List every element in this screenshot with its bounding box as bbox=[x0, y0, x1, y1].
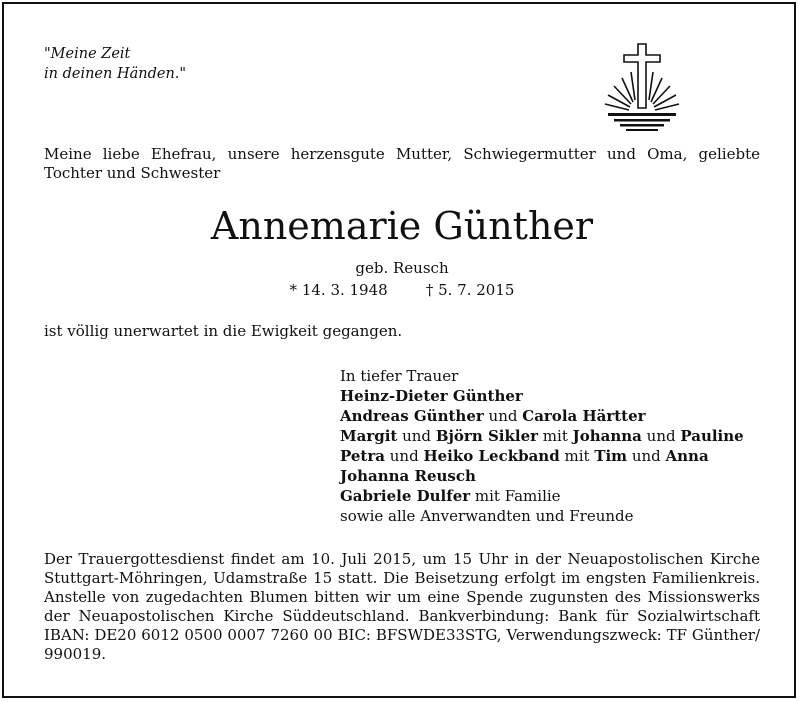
mourner-name: Heiko Leckband bbox=[423, 447, 560, 465]
mourner-name: Johanna bbox=[572, 427, 642, 445]
service-line: IBAN: DE20 6012 0500 0007 7260 00 BIC: BFSWDE33STG, Verwendungszweck: TF Günther/ bbox=[44, 626, 760, 644]
connector: und bbox=[627, 447, 666, 465]
service-line: Der Trauergottesdienst findet am 10. Juli 2015, um 15 Uhr in der Neuapostolischen Kirche bbox=[44, 550, 760, 568]
service-info bbox=[44, 550, 760, 664]
mourner-line: sowie alle Anverwandten und Freunde bbox=[340, 507, 634, 525]
mourner-name: Pauline bbox=[680, 427, 744, 445]
mourner-line bbox=[340, 406, 780, 426]
cross-sunrise-icon bbox=[602, 42, 682, 137]
mourner-name: Gabriele Dulfer bbox=[340, 487, 471, 505]
mourner-line bbox=[340, 486, 780, 506]
mourner-name: Carola Härtter bbox=[522, 407, 646, 425]
connector: und bbox=[641, 427, 681, 445]
connector: mit bbox=[538, 427, 573, 445]
mourner-name: Petra bbox=[340, 447, 385, 465]
connector: und bbox=[483, 407, 523, 425]
mourner-line bbox=[340, 466, 780, 486]
mourner-name: Heinz-Dieter Günther bbox=[340, 387, 523, 405]
mourner-name: Margit bbox=[340, 427, 398, 445]
connector: und bbox=[397, 427, 436, 445]
passing-statement: ist völlig unerwartet in die Ewigkeit gegangen. bbox=[44, 322, 403, 340]
life-dates: * 14. 3. 1948 † 5. 7. 2015 bbox=[289, 281, 515, 299]
mourner-line bbox=[340, 386, 780, 406]
mourner-name: Anna bbox=[665, 447, 709, 465]
service-line: Stuttgart-Möhringen, Udamstraße 15 statt. Die Beisetzung erfolgt im engsten Familienkreis. bbox=[44, 569, 760, 587]
mourners-list bbox=[340, 366, 780, 526]
deceased-name: Annemarie Günther bbox=[210, 204, 594, 248]
mourner-name: Tim bbox=[594, 447, 628, 465]
mourner-line bbox=[340, 446, 780, 466]
mourners-header: In tiefer Trauer bbox=[340, 367, 459, 385]
mourner-name: Andreas Günther bbox=[340, 407, 484, 425]
mourner-line bbox=[340, 426, 780, 446]
service-line: der Neuapostolischen Kirche Süddeutschland. Bankverbindung: Bank für Sozialwirtschaft bbox=[44, 607, 760, 625]
motto bbox=[44, 44, 186, 84]
service-line: Anstelle von zugedachten Blumen bitten wir um eine Spende zugunsten des Missionswerks bbox=[44, 588, 760, 606]
intro-text: Meine liebe Ehefrau, unsere herzensgute Mutter, Schwiegermutter und Oma, geliebte Tochter und Schwester bbox=[44, 145, 760, 182]
mourner-name: Johanna Reusch bbox=[340, 467, 476, 485]
maiden-name: geb. Reusch bbox=[355, 259, 449, 277]
motto-line: "Meine Zeit bbox=[44, 46, 131, 62]
connector: mit bbox=[559, 447, 595, 465]
motto-line: in deinen Händen." bbox=[44, 66, 187, 82]
service-line: 990019. bbox=[44, 645, 107, 663]
connector: mit Familie bbox=[470, 487, 561, 505]
connector: und bbox=[384, 447, 424, 465]
obituary-notice bbox=[2, 2, 796, 698]
mourner-name: Björn Sikler bbox=[435, 427, 539, 445]
